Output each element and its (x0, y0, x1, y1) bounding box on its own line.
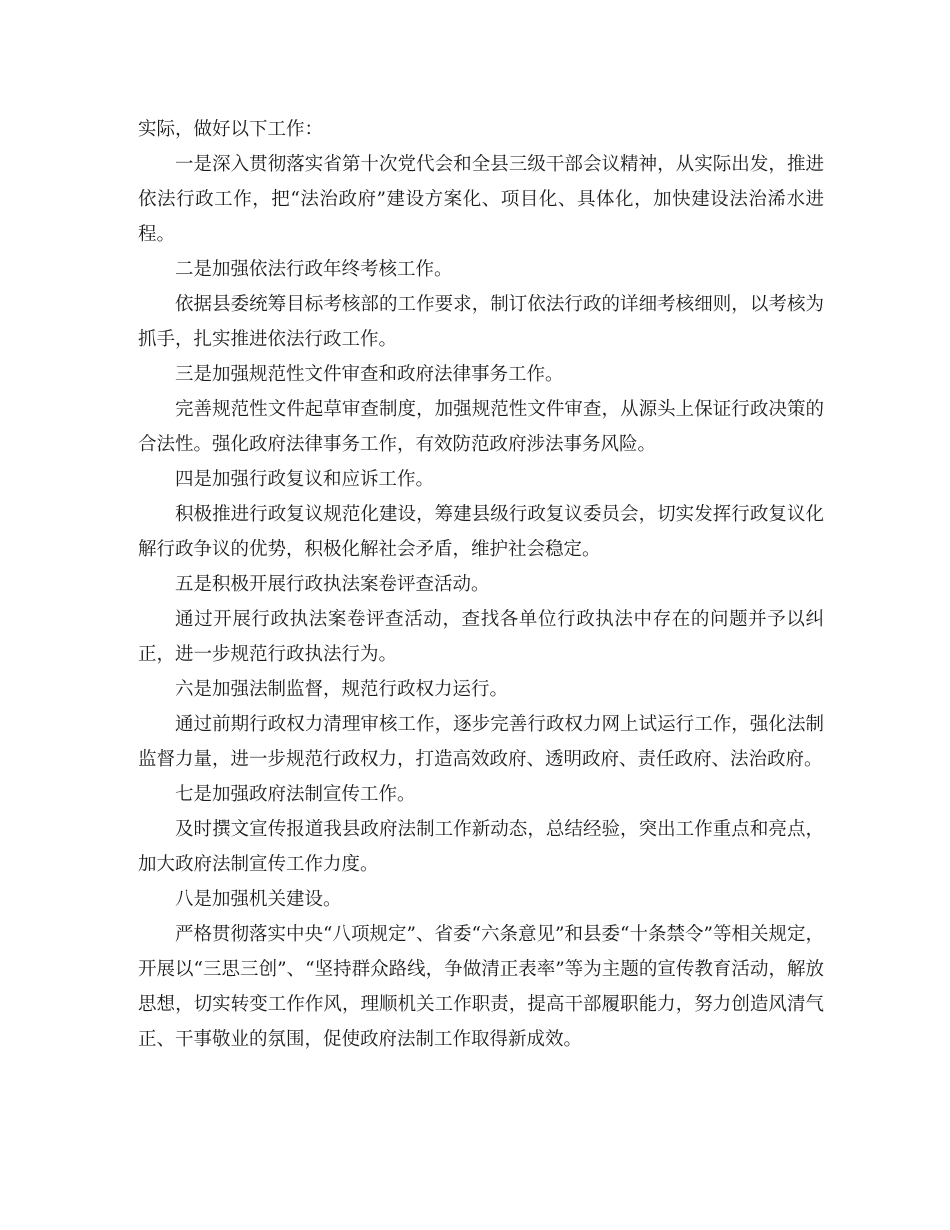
paragraph: 四是加强行政复议和应诉工作。 (175, 469, 435, 490)
paragraph: 五是积极开展行政执法案卷评查活动。 (175, 574, 490, 595)
paragraph: 实际，做好以下工作： (138, 119, 324, 140)
paragraph: 依据县委统筹目标考核部的工作要求，制订依法行政的详细考核细则，以考核为抓手，扎实推进依法行政工作。 (138, 294, 824, 350)
paragraph: 三是加强规范性文件审查和政府法律事务工作。 (175, 364, 564, 385)
paragraph: 通过前期行政权力清理审核工作，逐步完善行政权力网上试运行工作，强化法制监督力量，进一步规范行政权力，打造高效政府、透明政府、责任政府、法治政府。 (138, 714, 824, 770)
paragraph: 完善规范性文件起草审查制度，加强规范性文件审查，从源头上保证行政决策的合法性。强化政府法律事务工作，有效防范政府涉法事务风险。 (138, 399, 824, 455)
paragraph: 七是加强政府法制宣传工作。 (175, 784, 416, 805)
paragraph: 二是加强依法行政年终考核工作。 (175, 259, 453, 280)
paragraph: 八是加强机关建设。 (175, 889, 342, 910)
paragraph: 六是加强法制监督，规范行政权力运行。 (175, 679, 509, 700)
paragraph: 积极推进行政复议规范化建设，筹建县级行政复议委员会，切实发挥行政复议化解行政争议的优势，积极化解社会矛盾，维护社会稳定。 (138, 504, 824, 560)
paragraph: 一是深入贯彻落实省第十次党代会和全县三级干部会议精神，从实际出发，推进依法行政工作，把“法治政府”建设方案化、项目化、具体化，加快建设法治浠水进程。 (138, 154, 824, 245)
paragraph: 及时撰文宣传报道我县政府法制工作新动态，总结经验，突出工作重点和亮点，加大政府法制宣传工作力度。 (138, 819, 824, 875)
paragraph: 通过开展行政执法案卷评查活动，查找各单位行政执法中存在的问题并予以纠正，进一步规范行政执法行为。 (138, 609, 824, 665)
paragraph: 严格贯彻落实中央“八项规定”、省委“六条意见”和县委“十条禁令”等相关规定，开展以“三思三创”、“坚持群众路线，争做清正表率”等为主题的宣传教育活动，解放思想，切实转变工作作风，理顺机关工作职责，提高干部履职能力，努力创造风清气正、干事敬业的氛围，促使政府法制工作取得新成效。 (138, 924, 824, 1050)
document-body (138, 112, 824, 1057)
